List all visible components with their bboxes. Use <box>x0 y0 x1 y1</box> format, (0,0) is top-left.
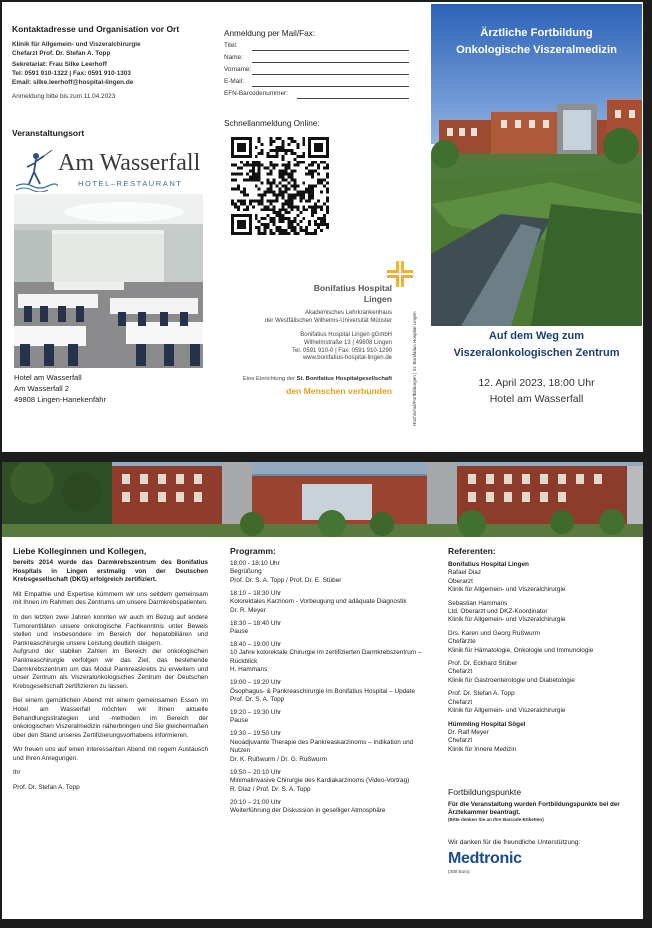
referent <box>448 690 638 715</box>
contact-title: Kontaktadresse und Organisation vor Ort <box>12 24 180 34</box>
program-list <box>230 560 430 820</box>
cover-location: Hotel am Wasserfall <box>489 393 584 405</box>
referent-line: Chefarzt <box>448 668 473 676</box>
referent-line: Chefärzte <box>448 638 476 646</box>
hotel-logo-name: Am Wasserfall <box>58 150 201 176</box>
program-time: 20:10 – 21:00 Uhr <box>230 798 282 806</box>
letter-paragraph: Wir freuen uns auf einen interessanten Abend mit regem Austausch und Ihren Anregungen. <box>13 746 208 762</box>
hotel-logo <box>14 148 204 192</box>
form-row-name[interactable] <box>224 54 409 64</box>
contact-block <box>12 24 212 100</box>
hospital-address-line: Tel. 0591 910-0 | Fax: 0591 910-1290 <box>292 347 392 354</box>
program-time: 19:30 – 19:50 Uhr <box>230 730 282 738</box>
venue-address-line: Hotel am Wasserfall <box>14 373 82 382</box>
form-row-title[interactable] <box>224 42 409 52</box>
cover-subtitle-line2: Viszeralonkologischen Zentrum <box>453 347 620 359</box>
sponsor-amount: (300 Euro) <box>448 869 470 874</box>
venue-address-line: 49808 Lingen-Hanekenfähr <box>14 395 107 404</box>
society-prefix: Eine Einrichtung der <box>242 376 296 382</box>
referent-line: Klinik für Hämatologie, Onkologie und Immunologie <box>448 646 594 654</box>
points-text: Für die Veranstaltung wurden Fortbildungspunkte bei der Ärztekammer beantragt. <box>448 801 620 816</box>
form-row-firstname[interactable] <box>224 66 409 76</box>
program-item <box>230 730 430 764</box>
points-title: Fortbildungspunkte <box>448 787 522 797</box>
form-line[interactable] <box>297 98 409 99</box>
program-topic: Kolorektales Karzinom - Vorbeugung und adäquate Diagnostik <box>230 598 407 606</box>
program-topic: Pause <box>230 717 249 725</box>
sponsor-logo: Medtronic <box>448 850 522 867</box>
cover-subtitle-line1: Auf dem Weg zum <box>488 330 585 342</box>
hotel-logo-sub: HOTEL–RESTAURANT <box>78 179 183 188</box>
letter-paragraph: Ihr <box>13 769 21 777</box>
referent-line: Chefarzt <box>448 737 473 745</box>
referent-line: Oberarzt <box>448 577 473 585</box>
registration-title: Anmeldung per Mail/Fax: <box>224 29 316 38</box>
hospital-website[interactable]: www.bonifatius-hospital-lingen.de <box>302 355 392 362</box>
referent-line: Klinik für Innere Medizin <box>448 745 517 753</box>
program-speaker: Prof. Dr. S. A. Topp <box>230 696 285 704</box>
referent <box>448 600 638 625</box>
contact-line: Klinik für Allgemein- und Viszeralchirurgie <box>12 41 141 48</box>
letter-paragraph: bereits 2014 wurde das Darmkrebszentrum des Bonifatius Hospitals in Lingen erstmalig von der Deutschen Krebsgesellschaft (DKG) erfolgreich zertifiziert. <box>13 559 208 584</box>
contact-email[interactable]: Email: silke.leerhoff@hospital-lingen.de <box>12 78 134 86</box>
conference-room-photo <box>14 194 203 368</box>
form-label: Vorname: <box>224 66 252 73</box>
program-item <box>230 679 430 704</box>
referent-line: Sebastian Hammans <box>448 599 508 607</box>
form-line[interactable] <box>252 86 409 87</box>
program-item <box>230 709 430 726</box>
venue-address <box>14 372 106 405</box>
program-item <box>230 769 430 794</box>
flyer-inner-side <box>2 462 643 919</box>
program-item <box>230 620 430 637</box>
program-speaker: H. Hammans <box>230 666 268 674</box>
program-topic: Neoadjuvante Therapie des Pankreaskarzinoms – Indikation und Nutzen <box>230 738 414 755</box>
referent-line: Klinik für Allgemein- und Viszeralchirurgie <box>448 586 566 594</box>
hospital-city: Lingen <box>363 294 392 304</box>
venue-address-line: Am Wasserfall 2 <box>14 384 69 393</box>
letter-paragraph: Mit Empathie und Expertise kümmern wir uns seitdem gemeinsam mit Ihnen im Rahmen des Zentrums um unsere Darmkrebspatienten. <box>13 590 208 607</box>
referent-line: Klinik für Allgemein- und Viszeralchirurgie <box>448 616 566 624</box>
program-time: 19:00 – 19:20 Uhr <box>230 679 282 687</box>
program-item <box>230 641 430 675</box>
referent-line: Drs. Karen und Georg Rußwurm <box>448 629 540 637</box>
program-topic: Ösophagus- & Pankreaschirurgie im Bonifatius Hospital – Update <box>230 687 416 695</box>
referent-hospital: Bonifatius Hospital Lingen <box>448 561 529 568</box>
program-speaker: Prof. Dr. S. A. Topp / Prof. Dr. E. Stüber <box>230 576 342 584</box>
referent-line: Klinik für Gastroenterologie und Diabetologie <box>448 676 575 684</box>
program-item <box>230 799 430 816</box>
hospital-address-line: Bonifatius Hospital Lingen gGmbH <box>300 332 392 338</box>
referent <box>448 660 638 685</box>
form-label: EFN-Barcodenummer: <box>224 90 288 97</box>
program-topic: Begrüßung <box>230 568 262 576</box>
hospital-academic-line: Akademisches Lehrkrankenhaus <box>304 310 392 316</box>
letter-paragraph: In den letzten zwei Jahren konnten wir auch im Bezug auf andere Tumorentitäten unsere onkologische Fachkenntnis unter Beweis stellen und insbesondere im Bereich der hepatobiliären und Pankreaschirurgie unsere Leistung deutlich steigern. <box>13 613 208 647</box>
referent <box>448 721 638 755</box>
flyer-outer-side <box>2 2 643 452</box>
program-item <box>230 560 430 585</box>
form-label: Titel: <box>224 42 238 49</box>
letter-body <box>13 559 208 799</box>
hospital-slogan: den Menschen verbunden <box>285 386 392 396</box>
program-time: 18:00 - 18:10 Uhr <box>230 560 280 567</box>
contact-line: Tel: 0591 910-1322 | Fax: 0591 910-1303 <box>12 70 131 78</box>
registration-deadline: Anmeldung bitte bis zum 11.04.2023 <box>12 92 116 100</box>
referent <box>448 630 638 655</box>
hospital-address-line: Wilhelmstraße 13 | 49808 Lingen <box>304 339 392 346</box>
hospital-address <box>224 332 392 363</box>
program-time: 18:30 – 18:40 Uhr <box>230 619 282 627</box>
form-line[interactable] <box>252 62 409 63</box>
venue-title: Veranstaltungsort <box>12 128 85 138</box>
hospital-building-photo <box>2 462 643 537</box>
letter-paragraph: Aufgrund der stabilen Zahlen im Bereich der onkologischen Pankreaschirurgie verfolgen wir das Ziel, das bestehende Darmkrebszentrum um das Modul Pankreaskrebs zu erweitern und unser Zentrum als Viszeralonkologisches Zentrum der Deutschen Krebsgesellschaft zertifizieren zu lassen. <box>13 648 208 690</box>
referents-title: Referenten: <box>448 546 496 556</box>
program-topic: Minimalinvasive Chirurgie des Kardiakarzinoms (Video-Vortrag) <box>230 777 410 785</box>
program-item <box>230 590 430 615</box>
society-name: St. Bonifatius Hospitalgesellschaft <box>296 376 392 382</box>
referent-line: Dr. Ralf Meyer <box>448 728 489 736</box>
form-label: Name: <box>224 54 243 61</box>
form-label: E-Mail: <box>224 78 244 85</box>
program-topic: 10 Jahre kolorektale Chirurgie im zertifizierten Darmkrebszentrum – Rückblick <box>230 649 422 665</box>
referent-line: Prof. Dr. Stefan A. Topp <box>448 690 515 698</box>
letter-signature: Prof. Dr. Stefan A. Topp <box>13 784 80 792</box>
referent <box>448 561 638 595</box>
program-title: Programm: <box>230 546 276 556</box>
fisherman-icon <box>14 148 58 192</box>
form-line[interactable] <box>252 50 409 51</box>
contact-line: Sekretariat: Frau Silke Leerhoff <box>12 61 107 69</box>
vertical-note: Hochschul/Fortbildungen | St. Bonifatius Hospital Lingen <box>412 311 417 426</box>
sponsor-thanks: Wir danken für die freundliche Unterstützung: <box>448 839 581 846</box>
qr-code-icon[interactable] <box>231 137 329 235</box>
letter-greeting: Liebe Kolleginnen und Kollegen, <box>13 546 147 556</box>
program-speaker: R. Diaz / Prof. Dr. S. A. Topp <box>230 785 311 793</box>
hospital-name: Bonifatius Hospital <box>313 283 392 293</box>
cover-title-line2: Onkologische Viszeralmedizin <box>456 44 617 56</box>
points-hint: (Bitte denken Sie an Ihre Barcode-Etiketten) <box>448 817 544 822</box>
referent-line: Prof. Dr. Eckhard Stüber <box>448 660 518 668</box>
referent-line: Chefarzt <box>448 698 473 706</box>
letter-paragraph: Bei einem gemütlichen Abend mit einem gemeinsamen Essen im Hotel am Wasserfall möchten wir Ihnen aktuelle Behandlungsstrategien und -methoden im Bereich der onkologischen Viszeralmedizin näherbringen und Sie gleichermaßen über den Stand unseres Zertifizierungsvorhabens informieren. <box>13 697 208 739</box>
program-speaker: Dr. R. Meyer <box>230 606 266 614</box>
referent-line: Klinik für Allgemein- und Viszeralchirurgie <box>448 707 566 715</box>
hospital-academic <box>224 310 392 326</box>
form-row-efn[interactable] <box>224 90 409 100</box>
cover-title-line1: Ärztliche Fortbildung <box>480 27 593 39</box>
form-row-email[interactable] <box>224 78 409 88</box>
program-time: 19:50 – 20:10 Uhr <box>230 768 282 776</box>
referent-hospital: Hümmling Hospital Sögel <box>448 720 526 728</box>
hospital-academic-line: der Westfälischen Wilhelms-Universität Münster <box>264 317 392 324</box>
referents-list <box>448 561 638 759</box>
society-line <box>224 376 392 382</box>
program-time: 19:20 – 19:30 Uhr <box>230 709 282 717</box>
referent-line: Rafael Diaz <box>448 569 482 577</box>
online-registration-title: Schnellanmeldung Online: <box>224 119 320 128</box>
program-time: 18:10 – 18:30 Uhr <box>230 589 282 597</box>
cover-date: 12. April 2023, 18:00 Uhr <box>478 377 595 389</box>
program-time: 18:40 – 19:00 Uhr <box>230 641 282 649</box>
program-topic: Pause <box>230 628 249 636</box>
form-line[interactable] <box>252 74 409 75</box>
referent-line: Ltd. Oberarzt und DKZ-Koordinator <box>448 608 548 616</box>
program-topic: Weiterführung der Diskussion in geselliger Atmosphäre <box>230 806 386 814</box>
program-speaker: Dr. K. Rußwurm / Dr. G. Rußwurm <box>230 755 327 763</box>
contact-line: Chefarzt Prof. Dr. Stefan A. Topp <box>12 49 111 57</box>
